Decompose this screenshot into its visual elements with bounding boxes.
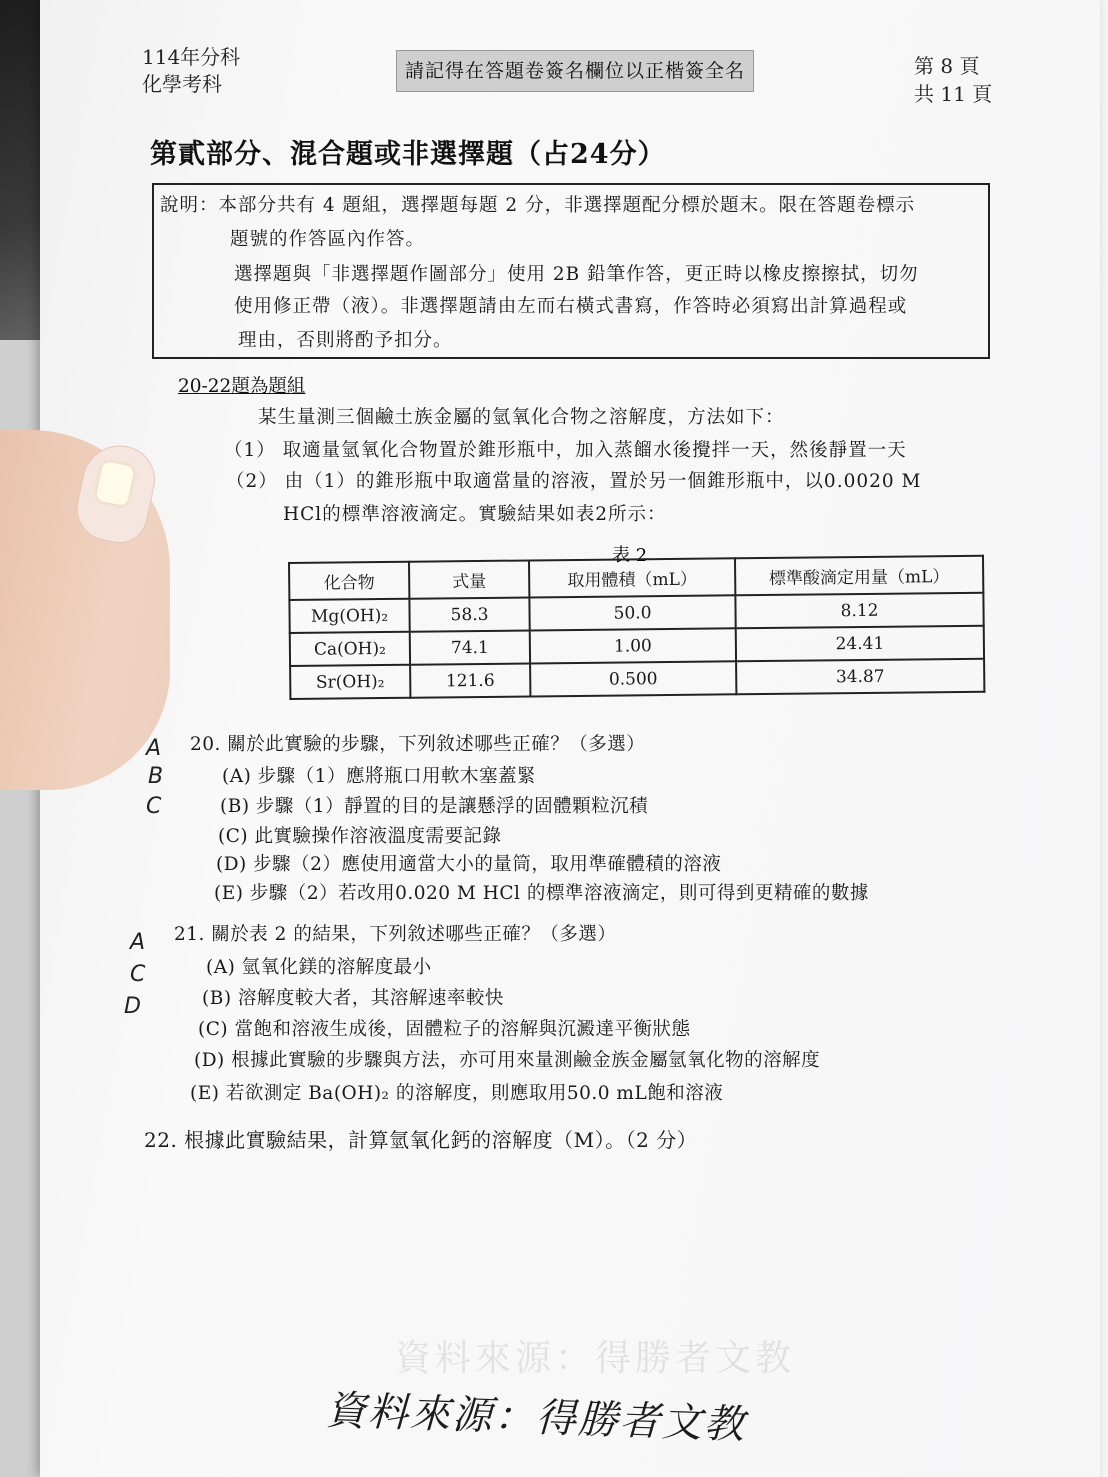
table-cell: Sr(OH)₂ <box>290 665 410 699</box>
question-21-option: (A) 氫氧化鎂的溶解度最小 <box>206 957 432 978</box>
question-20-option: (D) 步驟（2）應使用適當大小的量筒，取用準確體積的溶液 <box>216 854 722 875</box>
intro-line: （1） 取適量氫氧化合物置於錐形瓶中，加入蒸餾水後攪拌一天，然後靜置一天 <box>224 440 907 461</box>
page-current: 第 8 頁 <box>914 54 980 78</box>
question-group-label: 20-22題為題組 <box>178 376 306 397</box>
instruction-line: 題號的作答區內作答。 <box>230 229 426 250</box>
instructions-box <box>152 183 990 359</box>
handwritten-answer: A <box>146 736 162 761</box>
signature-notice: 請記得在答題卷簽名欄位以正楷簽全名 <box>396 50 754 92</box>
table-cell: 74.1 <box>410 630 530 664</box>
table-cell: Mg(OH)₂ <box>289 599 409 633</box>
table-header: 式量 <box>409 560 529 598</box>
handwritten-answer: B <box>148 764 164 789</box>
intro-line: 某生量測三個鹼土族金屬的氫氧化合物之溶解度，方法如下： <box>258 407 785 428</box>
table-row <box>290 659 984 699</box>
intro-line: （2） 由（1）的錐形瓶中取適當量的溶液，置於另一個錐形瓶中，以0.0020 M <box>226 471 922 492</box>
data-table <box>288 555 985 700</box>
part-title: 第貳部分、混合題或非選擇題（占24分） <box>150 139 666 170</box>
question-20-option: (E) 步驟（2）若改用0.020 M HCl 的標準溶液滴定，則可得到更精確的數據 <box>214 883 869 904</box>
page-total: 共 11 頁 <box>914 82 993 106</box>
faded-source-text: 資料來源：得勝者文教 <box>395 1338 796 1379</box>
instruction-line: 使用修正帶（液）。非選擇題請由左而右橫式書寫，作答時必須寫出計算過程或 <box>234 296 908 317</box>
table-caption: 表 2 <box>612 545 648 566</box>
table-cell: 121.6 <box>410 663 530 697</box>
exam-header-left <box>142 44 240 98</box>
table-header: 化合物 <box>289 562 409 600</box>
question-21-option: (B) 溶解度較大者，其溶解速率較快 <box>202 988 504 1009</box>
handwritten-answer: D <box>124 994 141 1019</box>
handwritten-answer: A <box>130 930 146 955</box>
table-cell: 24.41 <box>736 626 984 662</box>
question-20-option: (A) 步驟（1）應將瓶口用軟木塞蓋緊 <box>222 766 536 787</box>
question-20-stem: 20. 關於此實驗的步驟，下列敘述哪些正確？（多選） <box>190 734 646 755</box>
exam-year: 114年分科 <box>142 45 241 69</box>
table-cell: 50.0 <box>529 595 735 630</box>
handwritten-source: 資料來源：得勝者文教 <box>325 1387 747 1449</box>
question-21-stem: 21. 關於表 2 的結果，下列敘述哪些正確？（多選） <box>174 924 617 945</box>
handwritten-answer: C <box>146 794 162 819</box>
instruction-line: 選擇題與「非選擇題作圖部分」使用 2B 鉛筆作答，更正時以橡皮擦擦拭，切勿 <box>234 264 919 285</box>
exam-subject: 化學考科 <box>142 72 222 96</box>
question-21-option: (E) 若欲測定 Ba(OH)₂ 的溶解度，則應取用50.0 mL飽和溶液 <box>190 1083 724 1104</box>
table-cell: 8.12 <box>735 593 983 629</box>
handwritten-answer: C <box>130 962 146 987</box>
question-21-option: (C) 當飽和溶液生成後，固體粒子的溶解與沉澱達平衡狀態 <box>198 1019 691 1040</box>
instruction-line: 說明：本部分共有 4 題組，選擇題每題 2 分，非選擇題配分標於題末。限在答題卷標示 <box>160 195 916 216</box>
nail-decoration <box>95 461 135 507</box>
table-cell: 1.00 <box>530 628 736 663</box>
instruction-line: 理由，否則將酌予扣分。 <box>238 330 453 351</box>
question-21-option: (D) 根據此實驗的步驟與方法，亦可用來量測鹼金族金屬氫氧化物的溶解度 <box>194 1050 821 1071</box>
question-22: 22. 根據此實驗結果，計算氫氧化鈣的溶解度（M）。（2 分） <box>144 1128 698 1152</box>
table-header: 取用體積（mL） <box>529 558 735 597</box>
question-20-option: (B) 步驟（1）靜置的目的是讓懸浮的固體顆粒沉積 <box>220 796 649 817</box>
table-cell: 58.3 <box>409 597 529 631</box>
table-cell: 34.87 <box>736 659 984 695</box>
table-header: 標準酸滴定用量（mL） <box>735 556 983 596</box>
intro-line: HCl的標準溶液滴定。實驗結果如表2所示： <box>283 504 667 525</box>
page-number <box>914 52 992 108</box>
table-cell: 0.500 <box>530 661 736 696</box>
question-20-option: (C) 此實驗操作溶液溫度需要記錄 <box>218 826 502 847</box>
table-cell: Ca(OH)₂ <box>290 632 410 666</box>
